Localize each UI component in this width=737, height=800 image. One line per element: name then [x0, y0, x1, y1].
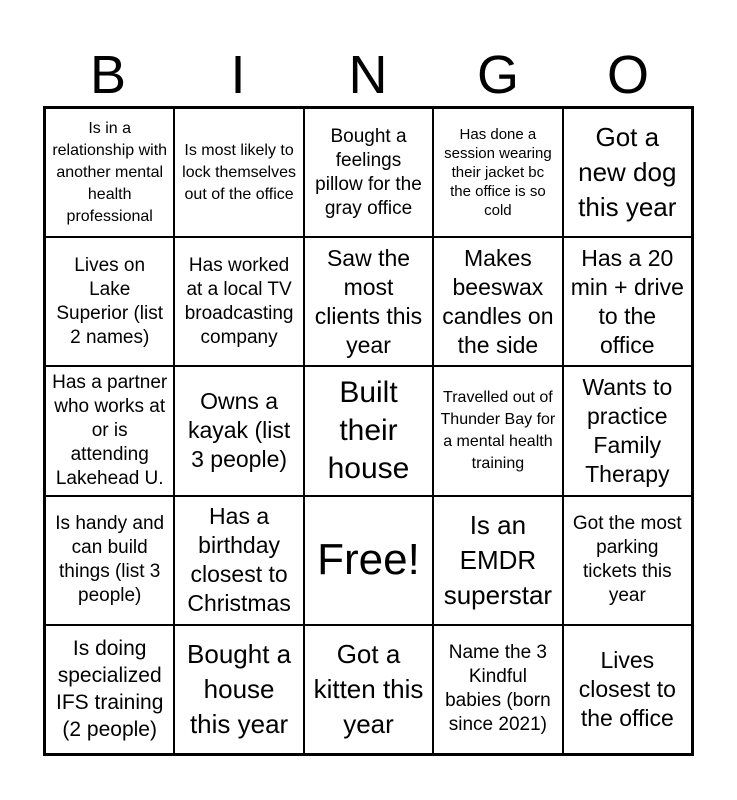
bingo-cell[interactable]: Is handy and can build things (list 3 people) [46, 497, 173, 624]
bingo-cell[interactable]: Makes beeswax candles on the side [434, 238, 561, 365]
bingo-cell[interactable]: Wants to practice Family Therapy [564, 367, 691, 494]
bingo-cell[interactable]: Has a birthday closest to Christmas [175, 497, 302, 624]
bingo-cell[interactable]: Got the most parking tickets this year [564, 497, 691, 624]
bingo-cell[interactable]: Is doing specialized IFS training (2 people) [46, 626, 173, 753]
bingo-cell[interactable]: Saw the most clients this year [305, 238, 432, 365]
bingo-cell[interactable]: Lives on Lake Superior (list 2 names) [46, 238, 173, 365]
header-letter-i: I [230, 45, 246, 105]
bingo-cell[interactable]: Bought a feelings pillow for the gray office [305, 109, 432, 236]
bingo-cell[interactable]: Has worked at a local TV broadcasting company [175, 238, 302, 365]
bingo-cell[interactable]: Got a new dog this year [564, 109, 691, 236]
bingo-cell[interactable]: Built their house [305, 367, 432, 494]
bingo-cell[interactable]: Travelled out of Thunder Bay for a mental health training [434, 367, 561, 494]
bingo-cell[interactable]: Lives closest to the office [564, 626, 691, 753]
bingo-cell[interactable]: Has a 20 min + drive to the office [564, 238, 691, 365]
header-letter-b: B [89, 45, 127, 105]
bingo-cell[interactable]: Is an EMDR superstar [434, 497, 561, 624]
header-letter-n: N [348, 45, 388, 105]
bingo-cell[interactable]: Is most likely to lock themselves out of the office [175, 109, 302, 236]
bingo-cell[interactable]: Bought a house this year [175, 626, 302, 753]
header-letter-o: O [606, 45, 649, 105]
bingo-cell[interactable]: Got a kitten this year [305, 626, 432, 753]
bingo-cell[interactable]: Name the 3 Kindful babies (born since 2021) [434, 626, 561, 753]
bingo-cell[interactable]: Is in a relationship with another mental health professional [46, 109, 173, 236]
bingo-cell[interactable]: Has a partner who works at or is attending Lakehead U. [46, 367, 173, 494]
bingo-grid [43, 106, 694, 756]
header-letter-g: G [476, 45, 519, 105]
bingo-header [43, 44, 694, 106]
bingo-cell[interactable]: Owns a kayak (list 3 people) [175, 367, 302, 494]
free-space-cell[interactable]: Free! [305, 497, 432, 624]
bingo-cell[interactable]: Has done a session wearing their jacket bc the office is so cold [434, 109, 561, 236]
